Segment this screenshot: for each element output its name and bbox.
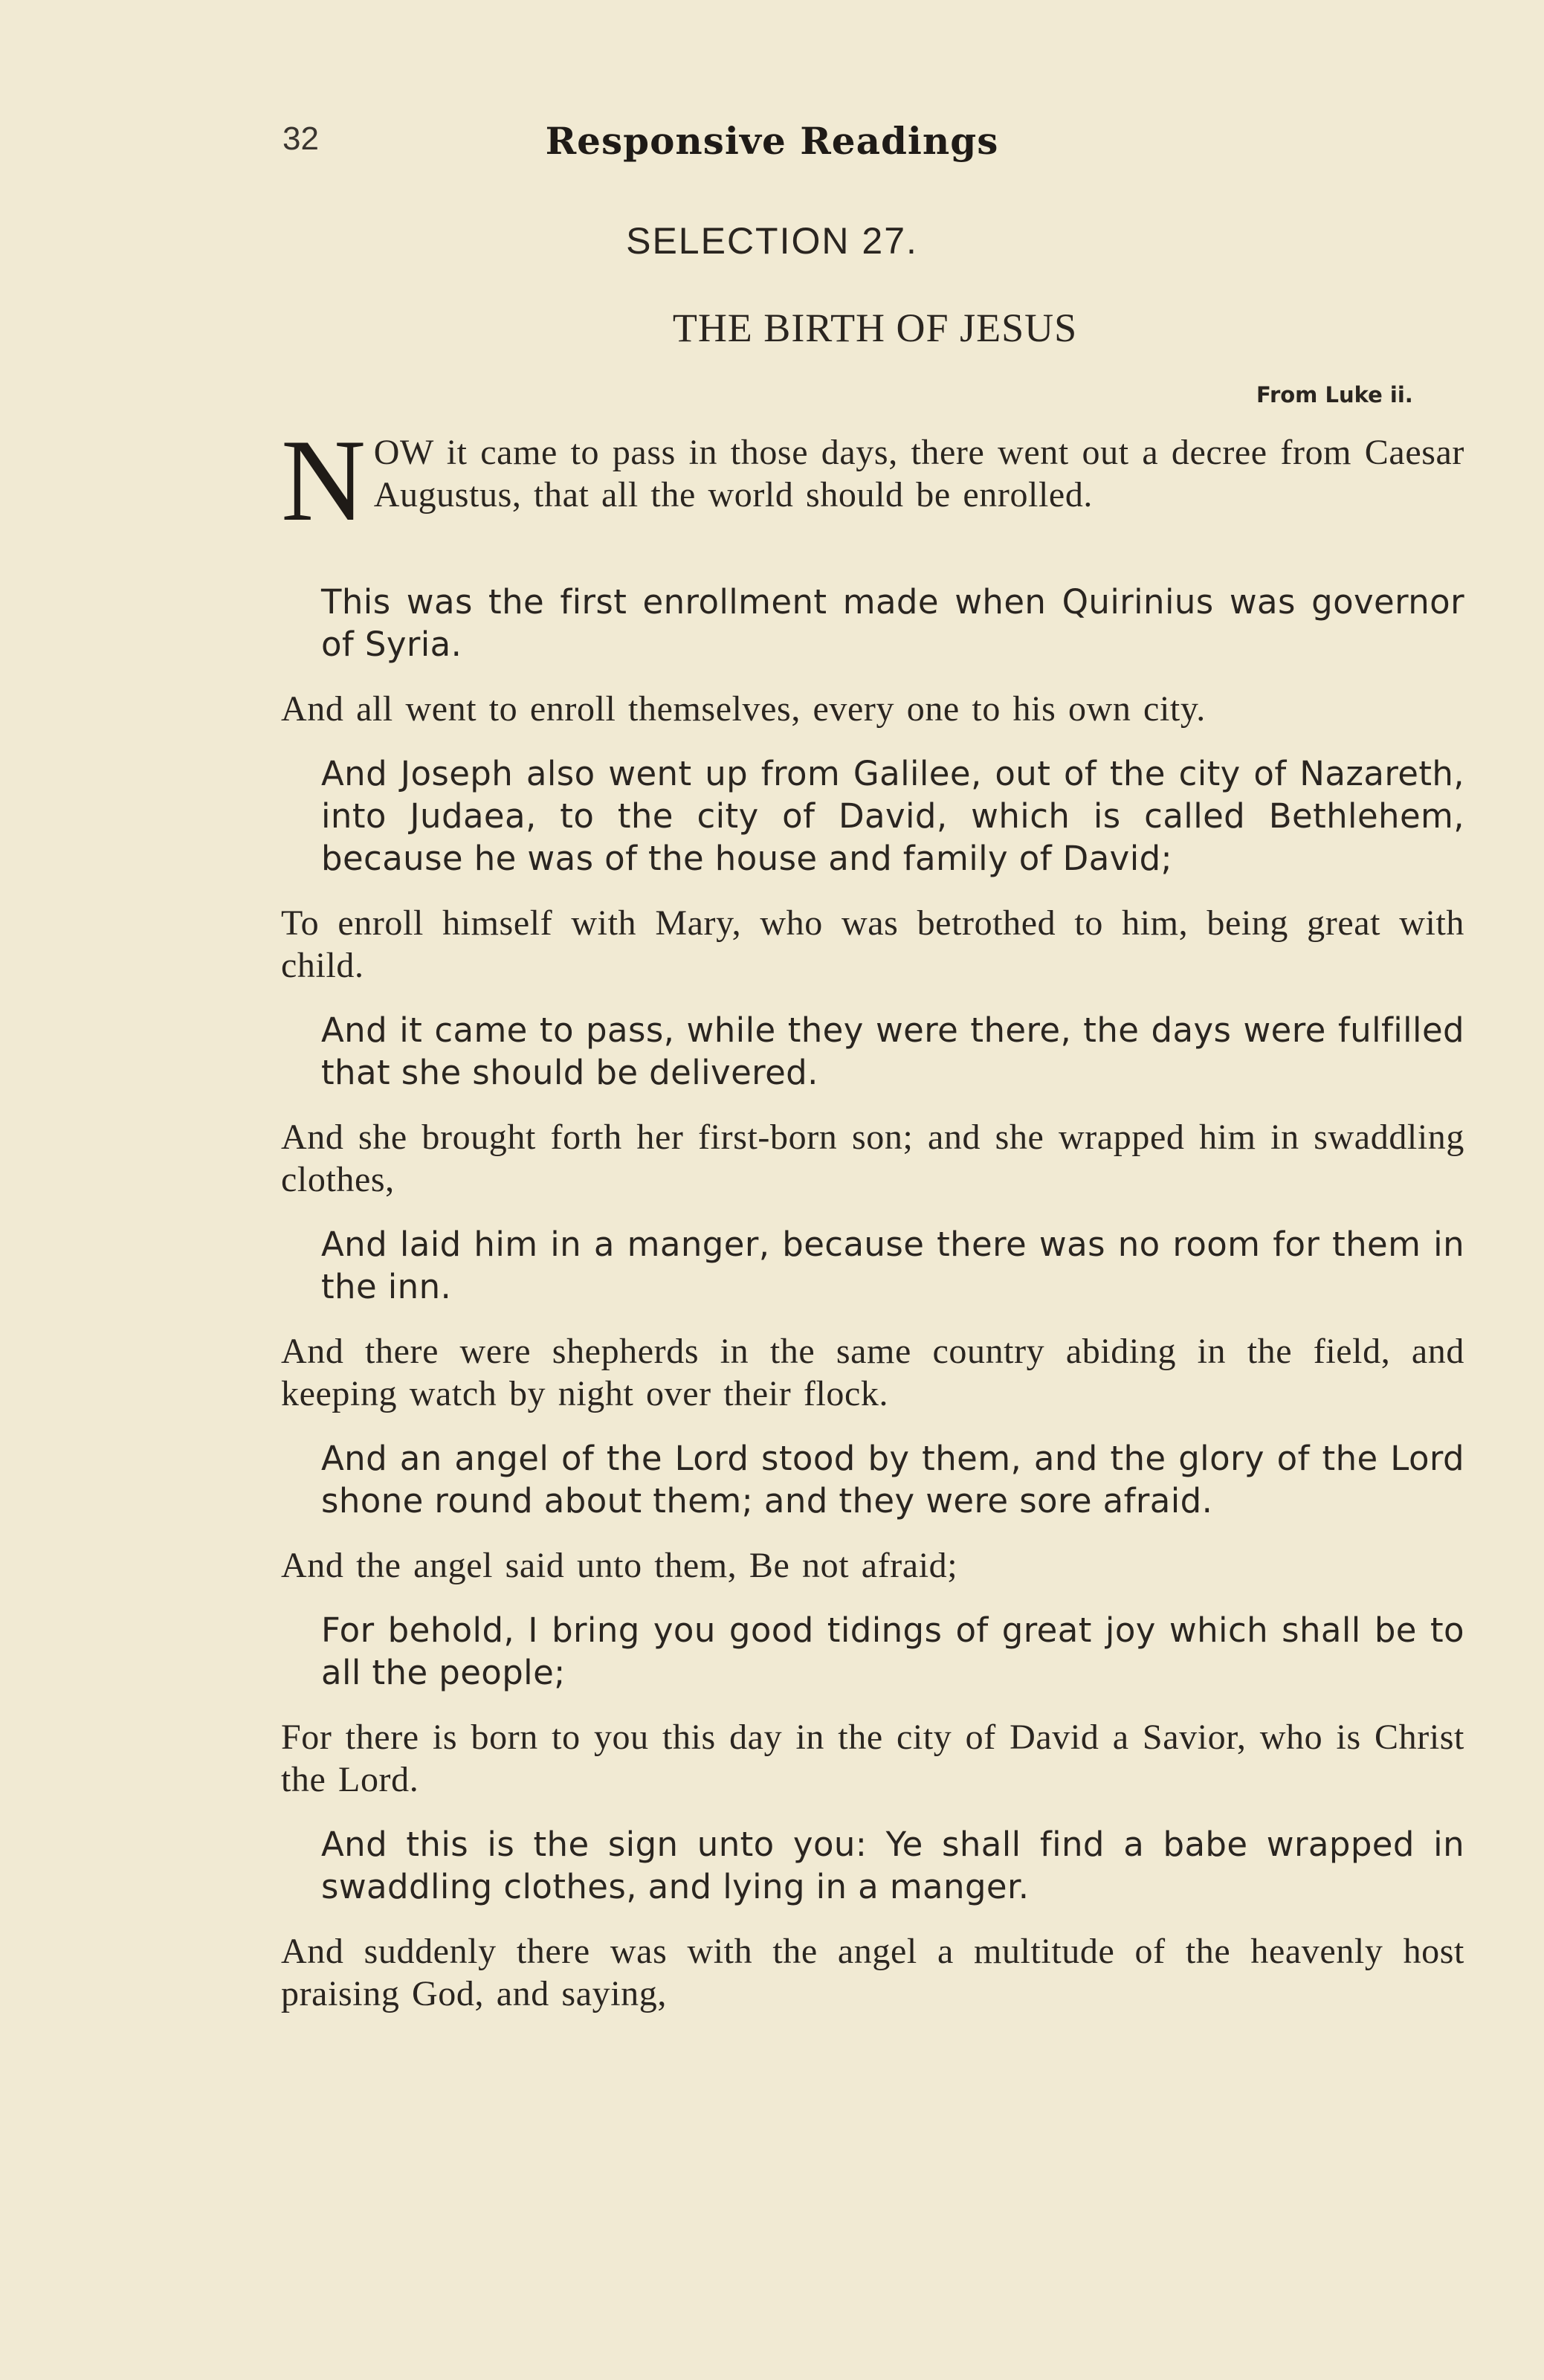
verse-leader <box>281 416 1464 558</box>
verse-people: And it came to pass, while they were there, the days were fulfilled that she should be delivered. <box>321 1010 1464 1092</box>
verse-people: And Joseph also went up from Galilee, out of the city of Nazareth, into Judaea, to the city of David, which is called Bethlehem, because he was of the house and family of David; <box>321 754 1464 878</box>
verse-people: This was the first enrollment made when Quirinius was governor of Syria. <box>321 582 1464 664</box>
verse-people: And this is the sign unto you: Ye shall find a babe wrapped in swaddling clothes, and lying in a manger. <box>321 1825 1464 1906</box>
verse-leader: For there is born to you this day in the city of David a Savior, who is Christ the Lord. <box>281 1718 1464 1799</box>
verse-leader: And suddenly there was with the angel a multitude of the heavenly host praising God, and saying, <box>281 1932 1464 2013</box>
selection-number: SELECTION 27. <box>626 220 918 262</box>
verse-leader: And all went to enroll themselves, every one to his own city. <box>281 689 1206 729</box>
reading-body <box>281 416 1464 2037</box>
page-number: 32 <box>282 120 319 157</box>
reading-title: THE BIRTH OF JESUS <box>672 306 1078 350</box>
verse-leader: To enroll himself with Mary, who was betrothed to him, being great with child. <box>281 903 1464 985</box>
verse-text: OW it came to pass in those days, there went out a decree from Caesar Augustus, that all the world should be enrolled. <box>373 433 1464 515</box>
verse-leader: And the angel said unto them, Be not afraid; <box>281 1546 958 1585</box>
running-head: Responsive Readings <box>545 119 999 163</box>
verse-leader: And there were shepherds in the same country abiding in the field, and keeping watch by night over their flock. <box>281 1332 1464 1413</box>
verse-people: And an angel of the Lord stood by them, and the glory of the Lord shone round about them; and they were sore afraid. <box>321 1439 1464 1520</box>
verse-leader: And she brought forth her first-born son; and she wrapped him in swaddling clothes, <box>281 1118 1464 1199</box>
verse-people: And laid him in a manger, because there was no room for them in the inn. <box>321 1225 1464 1306</box>
drop-cap: N <box>281 416 366 546</box>
scripture-source: From Luke ii. <box>1256 382 1413 407</box>
verse-people: For behold, I bring you good tidings of great joy which shall be to all the people; <box>321 1610 1464 1692</box>
